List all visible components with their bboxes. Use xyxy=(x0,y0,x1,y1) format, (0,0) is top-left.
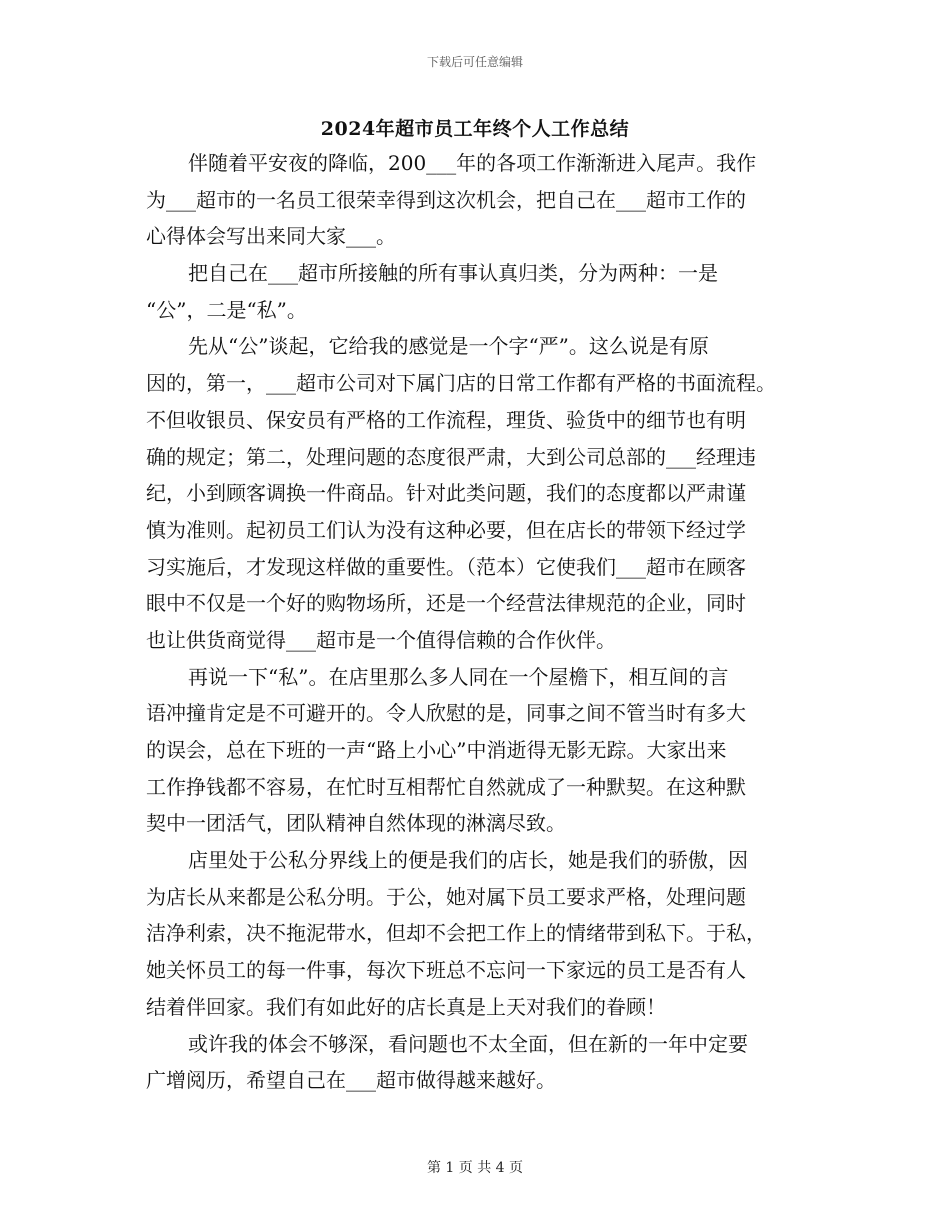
paragraph-line: 契中一团活气，团队精神自然体现的淋漓尽致。 xyxy=(146,811,566,836)
paragraph-line: 心得体会写出来同大家___。 xyxy=(146,224,396,249)
paragraph-line: 店里处于公私分界线上的便是我们的店长，她是我们的骄傲，因 xyxy=(188,848,748,873)
paragraph-line: 确的规定；第二，处理问题的态度很严肃，大到公司总部的___经理违 xyxy=(146,444,756,469)
paragraph-line: 慎为准则。起初员工们认为没有这种必要，但在店长的带领下经过学 xyxy=(146,517,746,542)
paragraph-line: 或许我的体会不够深，看问题也不太全面，但在新的一年中定要 xyxy=(188,1031,748,1056)
document-title: 2024年超市员工年终个人工作总结 xyxy=(320,118,630,140)
paragraph-line: 结着伴回家。我们有如此好的店长真是上天对我们的眷顾！ xyxy=(146,994,666,1019)
paragraph-line: 因的，第一，___超市公司对下属门店的日常工作都有严格的书面流程。 xyxy=(146,371,776,396)
paragraph-line: 先从“公”谈起，它给我的感觉是一个字“严”。这么说是有原 xyxy=(188,334,709,359)
paragraph-line: 眼中不仅是一个好的购物场所，还是一个经营法律规范的企业，同时 xyxy=(146,591,746,616)
paragraph-line: 伴随着平安夜的降临，200___年的各项工作渐渐进入尾声。我作 xyxy=(188,151,757,175)
paragraph-line: 为___超市的一名员工很荣幸得到这次机会，把自己在___超市工作的 xyxy=(146,187,746,212)
paragraph-line: 为店长从来都是公私分明。于公，她对属下员工要求严格，处理问题 xyxy=(146,884,746,909)
document-body xyxy=(146,145,826,1099)
paragraph-line: 纪，小到顾客调换一件商品。针对此类问题，我们的态度都以严肃谨 xyxy=(146,481,746,506)
paragraph-line: 的误会，总在下班的一声“路上小心”中消逝得无影无踪。大家出来 xyxy=(146,738,727,762)
paragraph-line: 也让供货商觉得___超市是一个值得信赖的合作伙伴。 xyxy=(146,627,616,652)
paragraph-line: 洁净利索，决不拖泥带水，但却不会把工作上的情绪带到私下。于私， xyxy=(146,921,766,946)
paragraph-line: 不但收银员、保安员有严格的工作流程，理货、验货中的细节也有明 xyxy=(146,407,746,432)
paragraph-line: 把自己在___超市所接触的所有事认真归类，分为两种：一是 xyxy=(188,261,718,286)
paragraph-line: 再说一下“私”。在店里那么多人同在一个屋檐下，相互间的言 xyxy=(188,664,729,689)
paragraph-line: “公”，二是“私”。 xyxy=(146,297,307,322)
paragraph-line: 习实施后，才发现这样做的重要性。（范本）它使我们___超市在顾客 xyxy=(146,554,746,579)
page-footer: 第 1 页 共 4 页 xyxy=(426,1160,524,1176)
paragraph-line: 语冲撞肯定是不可避开的。令人欣慰的是，同事之间不管当时有多大 xyxy=(146,701,746,726)
paragraph-line: 广增阅历，希望自己在___超市做得越来越好。 xyxy=(146,1068,556,1093)
page-header-note: 下载后可任意编辑 xyxy=(426,55,523,69)
paragraph-line: 她关怀员工的每一件事，每次下班总不忘问一下家远的员工是否有人 xyxy=(146,958,746,983)
paragraph-line: 工作挣钱都不容易，在忙时互相帮忙自然就成了一种默契。在这种默 xyxy=(146,774,746,799)
